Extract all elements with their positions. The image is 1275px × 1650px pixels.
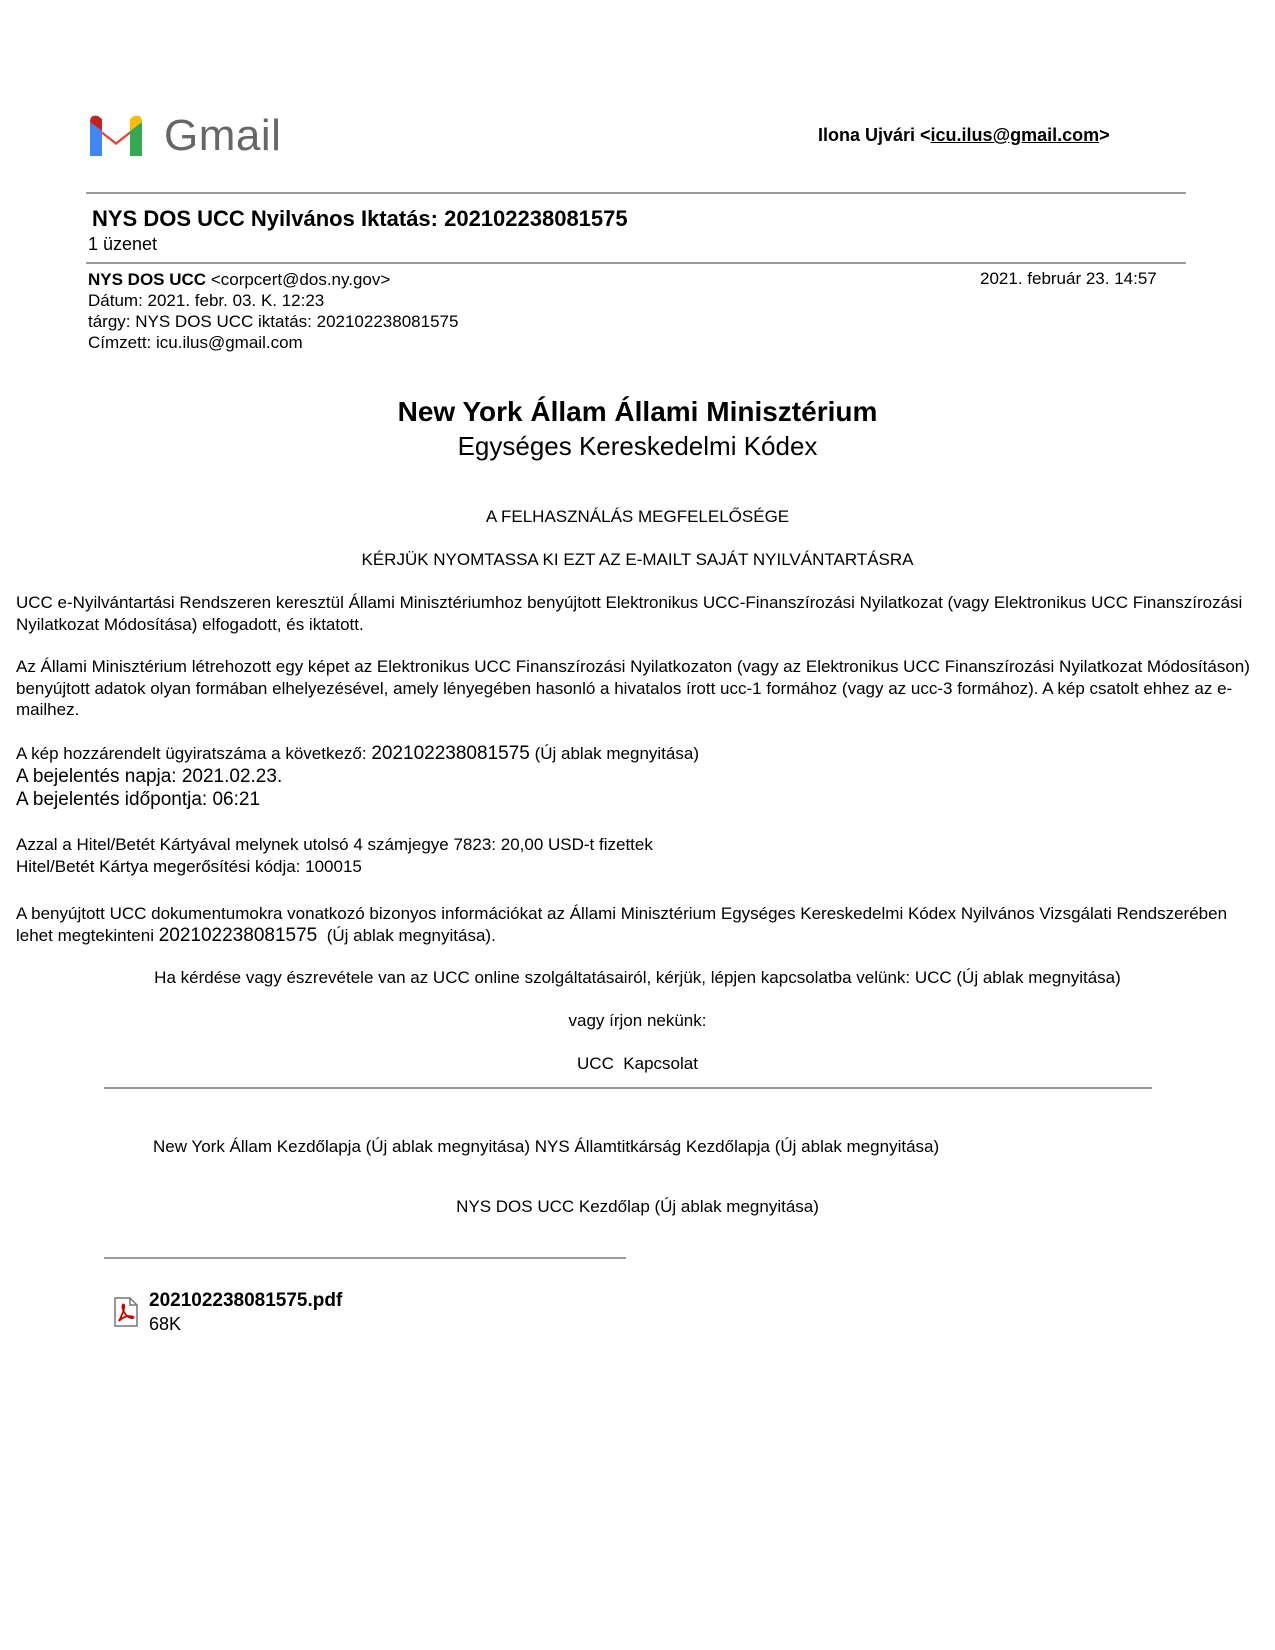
account-email-link[interactable]: icu.ilus@gmail.com (930, 125, 1100, 145)
account-name: Ilona Ujvári (818, 125, 916, 145)
paragraph-accepted: UCC e-Nyilvántartási Rendszeren keresztül Állami Minisztériumhoz benyújtott Elektronikus UCC-Finanszírozási Nyilatkozat (vagy Elektronikus UCC Finanszírozási Nyilatkozat Módosítása) elfogadott, és iktatott. (16, 593, 1243, 634)
payment-line: Azzal a Hitel/Betét Kártyával melynek utolsó 4 számjegye 7823: 20,00 USD-t fizettek (16, 835, 653, 854)
filing-date (16, 766, 1261, 788)
notice-compliance: A FELHASZNÁLÁS MEGFELELŐSÉGE (485, 507, 790, 526)
gmail-m-icon (86, 112, 146, 158)
body-title: New York Állam Állami Minisztérium (397, 396, 878, 427)
search-link[interactable]: (Új ablak megnyitása). (326, 925, 496, 945)
contact-line[interactable]: Ha kérdése vagy észrevétele van az UCC online szolgáltatásairól, kérjük, lépjen kapcsolatba velünk: UCC (Új ablak megnyitása) (154, 968, 1121, 987)
pdf-icon[interactable] (113, 1297, 139, 1327)
attachment-divider (104, 1257, 626, 1259)
message-subject-line: tárgy: NYS DOS UCC iktatás: 202102238081575 (88, 312, 459, 331)
message-count: 1 üzenet (88, 234, 158, 254)
message-date-line: Dátum: 2021. febr. 03. K. 12:23 (88, 291, 325, 310)
gmail-wordmark: Gmail (164, 111, 282, 160)
message-received-date: 2021. február 23. 14:57 (980, 269, 1157, 288)
filing-time-text: A bejelentés időpontja: 06:21 (16, 789, 261, 810)
footer-links[interactable]: New York Állam Kezdőlapja (Új ablak megnyitása) NYS Államtitkárság Kezdőlapja (Új ablak megnyitása) (153, 1137, 940, 1156)
body-subtitle: Egységes Kereskedelmi Kódex (457, 431, 818, 461)
paragraph-image: Az Állami Minisztérium létrehozott egy képet az Elektronikus UCC Finanszírozási Nyilatkozaton (vagy az Elektronikus UCC Finanszírozási Nyilatkozat Módosításon) benyújtott adatok olyan formában elhelyezésével, amely lényegében hasonló a hivatalos írott ucc-1 formához (vagy az ucc-3 formához). A kép csatolt ehhez az e-mailhez. (16, 657, 1250, 719)
filing-time (16, 789, 1261, 811)
header-divider (86, 192, 1186, 194)
footer-home-link[interactable]: NYS DOS UCC Kezdőlap (Új ablak megnyitása) (456, 1197, 819, 1216)
message-to-line: Címzett: icu.ilus@gmail.com (88, 333, 303, 352)
sender-name: NYS DOS UCC (88, 270, 207, 289)
body-divider (104, 1087, 1152, 1089)
search-text: A benyújtott UCC dokumentumokra vonatkozó bizonyos információkat az Állami Minisztérium Egységes Kereskedelmi Kódex Nyilvános Vizsgálati Rendszerében lehet megtekinteni (16, 904, 1228, 945)
thread-subject: NYS DOS UCC Nyilvános Iktatás: 202102238081575 (92, 206, 628, 231)
ucc-contact-link[interactable]: UCC Kapcsolat (577, 1054, 698, 1073)
gmail-logo (86, 108, 286, 164)
filing-number-line (16, 743, 1261, 765)
paragraph-search (16, 903, 1261, 946)
sender-email: <corpcert@dos.ny.gov> (210, 270, 391, 289)
message-sender (88, 269, 390, 291)
write-us-line: vagy írjon nekünk: (568, 1011, 707, 1030)
account-info: Ilona Ujvári <icu.ilus@gmail.com> (818, 125, 1110, 145)
attachment-filename[interactable]: 202102238081575.pdf (149, 1290, 343, 1311)
filing-number: 202102238081575 (371, 743, 530, 764)
attachment-size: 68K (149, 1314, 182, 1334)
search-filing-number: 202102238081575 (158, 924, 318, 946)
filing-number-link[interactable]: (Új ablak megnyitása) (534, 744, 699, 763)
thread-divider (86, 262, 1186, 264)
filing-date-text: A bejelentés napja: 2021.02.23. (16, 766, 283, 787)
filing-number-label: A kép hozzárendelt ügyiratszáma a következő: (16, 744, 367, 763)
confirmation-line: Hitel/Betét Kártya megerősítési kódja: 100015 (16, 857, 362, 876)
notice-print: KÉRJÜK NYOMTASSA KI EZT AZ E-MAILT SAJÁT NYILVÁNTARTÁSRA (361, 550, 914, 569)
